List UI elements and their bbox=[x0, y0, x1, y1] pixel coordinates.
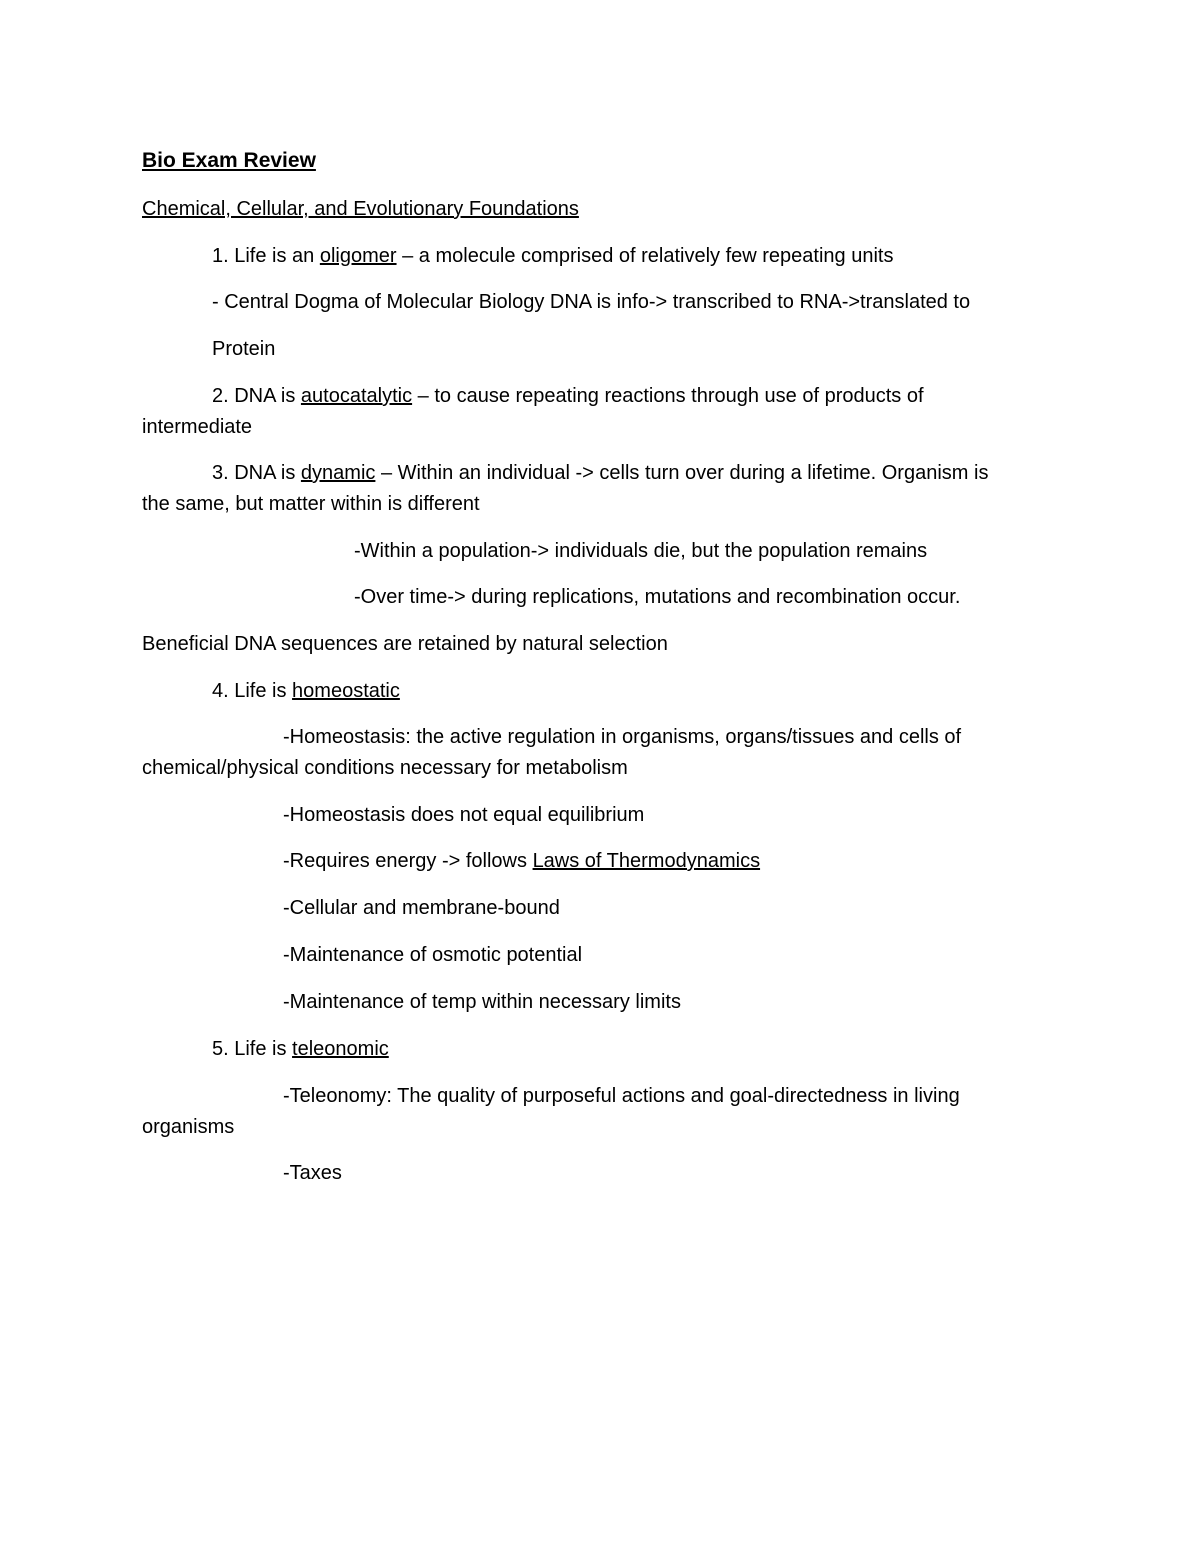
over-time-line: -Over time-> during replications, mutations and recombination occur. bbox=[354, 586, 961, 608]
osmotic-potential: -Maintenance of osmotic potential bbox=[283, 944, 583, 966]
item-1 bbox=[212, 241, 893, 271]
item-2-cont: intermediate bbox=[142, 416, 253, 438]
central-dogma-line: - Central Dogma of Molecular Biology DNA is info-> transcribed to RNA->translated to bbox=[212, 291, 971, 313]
central-dogma-line-cont: Protein bbox=[212, 338, 276, 360]
item-2 bbox=[212, 381, 924, 411]
item-4 bbox=[212, 676, 400, 706]
item-3-cont: the same, but matter within is different bbox=[142, 493, 480, 515]
item-5-term: teleonomic bbox=[292, 1038, 389, 1060]
item-2-term: autocatalytic bbox=[300, 385, 413, 407]
requires-energy-prefix: -Requires energy -> follows bbox=[283, 850, 533, 872]
item-2-prefix: 2. DNA is bbox=[212, 385, 301, 407]
item-1-desc: – a molecule comprised of relatively few repeating units bbox=[396, 245, 894, 267]
item-4-term: homeostatic bbox=[292, 680, 400, 702]
taxes-line: -Taxes bbox=[283, 1162, 342, 1184]
homeostasis-equilibrium: -Homeostasis does not equal equilibrium bbox=[283, 804, 645, 826]
item-4-prefix: 4. Life is bbox=[212, 680, 293, 702]
teleonomy-definition: -Teleonomy: The quality of purposeful actions and goal-directedness in living bbox=[283, 1085, 960, 1107]
teleonomy-definition-cont: organisms bbox=[142, 1116, 235, 1138]
homeostasis-definition: -Homeostasis: the active regulation in organisms, organs/tissues and cells of bbox=[283, 726, 962, 748]
population-line: -Within a population-> individuals die, but the population remains bbox=[354, 540, 928, 562]
laws-of-thermodynamics: Laws of Thermodynamics bbox=[532, 850, 761, 872]
document-title: Bio Exam Review bbox=[142, 149, 316, 172]
temp-limits: -Maintenance of temp within necessary limits bbox=[283, 991, 681, 1013]
item-3-term: dynamic bbox=[300, 462, 376, 484]
section-heading: Chemical, Cellular, and Evolutionary Foundations bbox=[142, 198, 579, 220]
item-2-desc: – to cause repeating reactions through use of products of bbox=[412, 385, 924, 407]
item-3 bbox=[212, 458, 988, 488]
item-5-prefix: 5. Life is bbox=[212, 1038, 293, 1060]
beneficial-line: Beneficial DNA sequences are retained by natural selection bbox=[142, 633, 668, 655]
item-3-prefix: 3. DNA is bbox=[212, 462, 301, 484]
homeostasis-definition-cont: chemical/physical conditions necessary for metabolism bbox=[142, 757, 628, 779]
cellular-membrane: -Cellular and membrane-bound bbox=[283, 897, 560, 919]
item-1-term: oligomer bbox=[319, 245, 397, 267]
requires-energy bbox=[283, 846, 760, 876]
item-5 bbox=[212, 1034, 389, 1064]
item-1-prefix: 1. Life is an bbox=[212, 245, 320, 267]
item-3-desc: – Within an individual -> cells turn over during a lifetime. Organism is bbox=[375, 462, 989, 484]
